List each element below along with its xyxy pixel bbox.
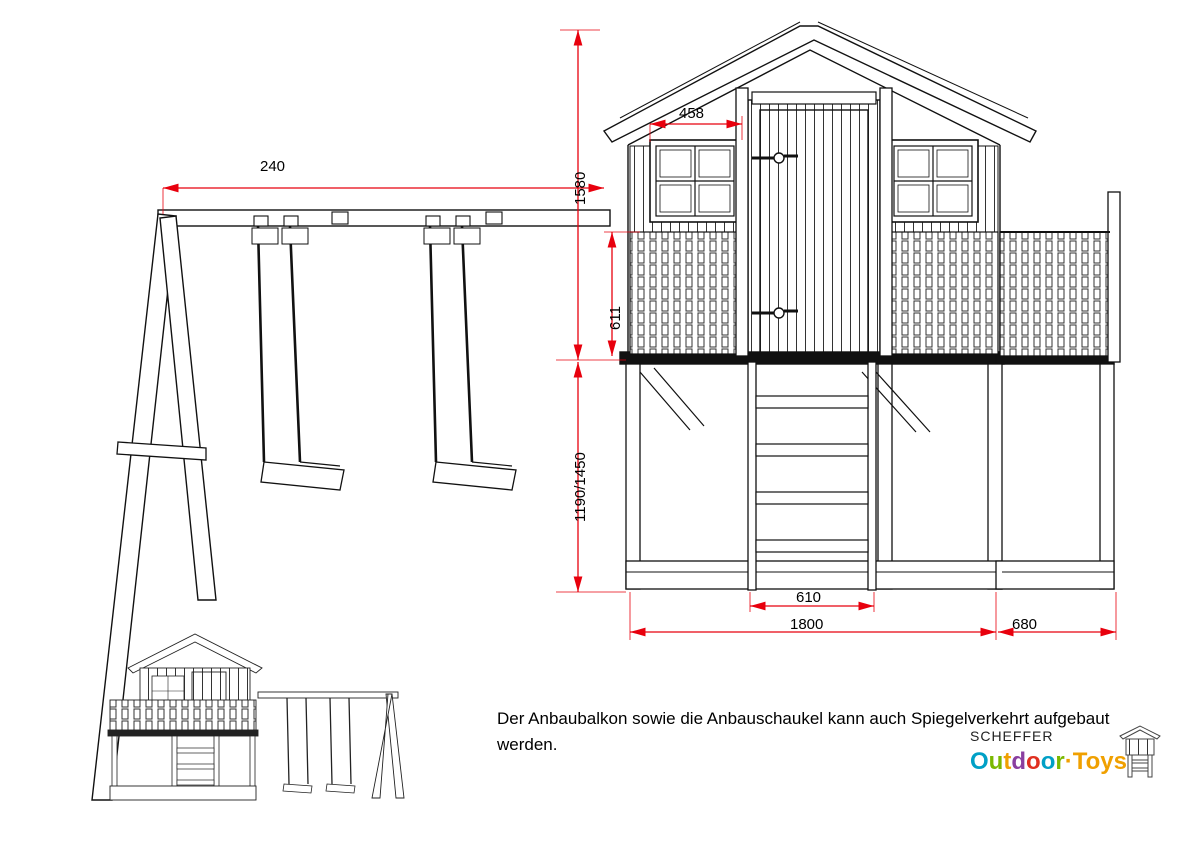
dimension-label-611: 611 (607, 306, 624, 330)
dimension-label-1580: 1580 (572, 171, 589, 205)
swing-seat-2 (424, 216, 516, 490)
assembly-note: Der Anbaubalkon sowie die Anbauschaukel kann auch Spiegelverkehrt aufgebaut werden. (497, 709, 1110, 754)
dimension-label-458: 458 (679, 105, 705, 122)
logo-brand-text: SCHEFFER (970, 728, 1054, 744)
dimension-label-240: 240 (260, 158, 286, 175)
dimension-label-680: 680 (1012, 616, 1038, 633)
swing-seat-1 (252, 216, 344, 490)
dimension-label-1190-1450: 1190/1450 (572, 452, 589, 522)
dimension-label-610: 610 (796, 589, 822, 606)
dimension-label-1800: 1800 (790, 616, 824, 633)
brand-logo (968, 726, 1168, 796)
logo-outdoor-toys-text: Outdoor·Toys (970, 748, 1127, 775)
thumbnail-perspective-view (108, 634, 404, 800)
